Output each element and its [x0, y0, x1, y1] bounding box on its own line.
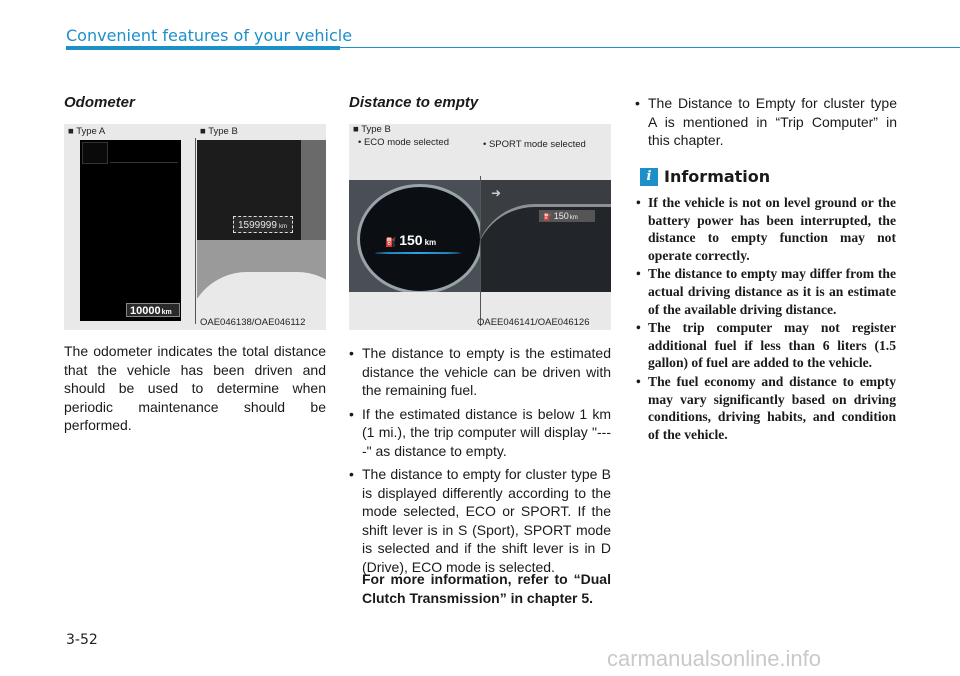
list-item: • The Distance to Empty for cluster type A is mentioned in “Trip Computer” in this chapter.	[635, 94, 897, 150]
sport-dte-value: 150	[553, 211, 569, 221]
odometer-figure	[64, 124, 326, 330]
type-b-odometer-unit: km	[278, 224, 287, 230]
info-icon: i	[640, 168, 658, 186]
sport-fuel-pump-icon: ⛽	[543, 214, 552, 221]
type-a-label: ■ Type A	[68, 126, 106, 137]
eco-display	[349, 180, 480, 292]
figure-divider	[195, 138, 196, 324]
odometer-figure-code: OAE046138/OAE046112	[200, 317, 306, 328]
arrow-right-icon: ➜	[491, 186, 502, 200]
eco-dte-value: 150	[399, 232, 423, 248]
sport-dte-unit: km	[569, 215, 578, 221]
header-accent-bar	[66, 46, 340, 50]
eco-mode-label: • ECO mode selected	[358, 137, 449, 148]
eco-glow-line	[375, 252, 461, 254]
sport-readout	[539, 210, 595, 222]
sport-mode-label: • SPORT mode selected	[483, 139, 586, 150]
dte-figure	[349, 124, 611, 330]
info-list	[636, 194, 896, 444]
info-title: Information	[664, 167, 771, 186]
type-a-indicator	[82, 142, 108, 164]
header-rule	[340, 47, 960, 48]
sport-display	[481, 180, 611, 292]
section-header-title: Convenient features of your vehicle	[66, 26, 353, 45]
type-b-label: ■ Type B	[200, 126, 238, 137]
odometer-description: The odometer indicates the total distance that the vehicle has been driven and should be used to determine when periodic maintenance should be performed.	[64, 343, 326, 433]
type-a-divider	[110, 162, 178, 163]
eco-dte-unit: km	[424, 238, 437, 247]
list-item: • The distance to empty for cluster type B is displayed differently according to the mode selected, ECO or SPORT. If the shift lever is in S (Sport), SPORT mode is selected and if the shift lever is in D (Drive), ECO mode is selected.	[349, 465, 611, 576]
dte-type-b-label: ■ Type B	[353, 124, 391, 135]
eco-readout	[385, 230, 459, 250]
type-b-display	[197, 140, 326, 330]
type-b-odometer-value: 1599999	[238, 220, 277, 231]
page-number: 3-52	[66, 632, 98, 648]
type-a-odometer-unit: km	[161, 309, 172, 316]
watermark: carmanualsonline.info	[607, 646, 822, 671]
list-item: • The distance to empty is the estimated distance the vehicle can be driven with the remaining fuel.	[349, 344, 611, 400]
fuel-pump-icon: ⛽	[385, 237, 397, 247]
list-item: • If the estimated distance is below 1 km (1 mi.), the trip computer will display "----" as distance to empty.	[349, 405, 611, 461]
type-a-odometer-readout	[126, 303, 180, 317]
odometer-title: Odometer	[64, 94, 135, 111]
dte-figure-code: OAEE046141/OAE046126	[477, 317, 590, 328]
dte-title: Distance to empty	[349, 94, 479, 111]
list-item: • If the vehicle is not on level ground or the battery power has been interrupted, the distance to empty function may not operate correctly.	[636, 194, 896, 264]
type-a-odometer-value: 10000	[130, 305, 161, 317]
list-item: • The fuel economy and distance to empty may vary significantly based on driving conditions, driving habits, and condition of the vehicle.	[636, 373, 896, 443]
dte-bullet-list	[349, 344, 611, 579]
dte-refer-note: For more information, refer to “Dual Clutch Transmission” in chapter 5.	[362, 571, 611, 606]
right-bullet-list	[635, 94, 897, 155]
list-item: • The distance to empty may differ from the actual driving distance as it is an estimate of the available driving distance.	[636, 265, 896, 318]
type-b-odometer-readout	[233, 216, 293, 233]
list-item: • The trip computer may not register additional fuel if less than 6 liters (1.5 gallon) of fuel are added to the vehicle.	[636, 319, 896, 372]
type-a-display	[80, 140, 181, 321]
